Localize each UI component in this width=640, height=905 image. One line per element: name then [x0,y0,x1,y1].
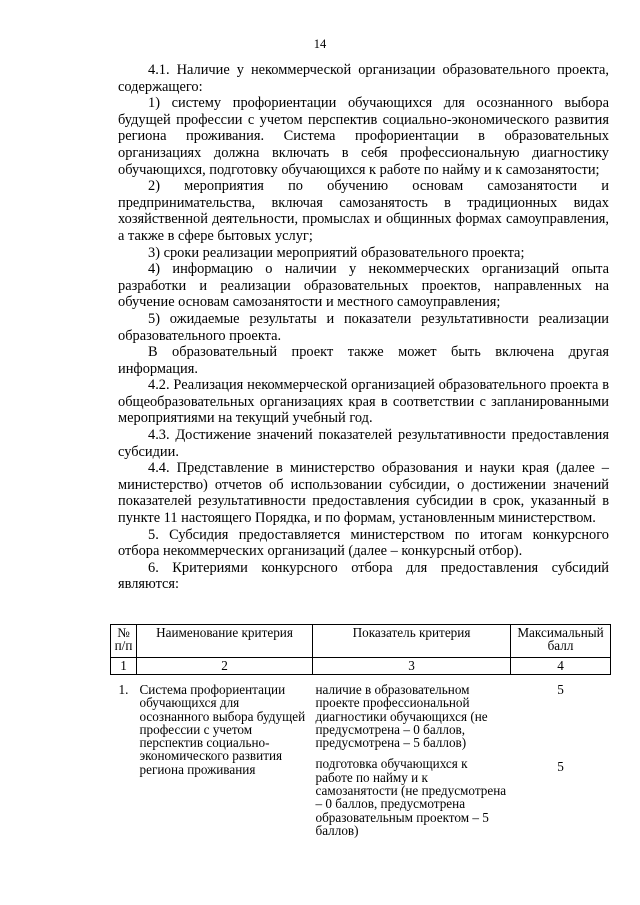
page-number: 14 [313,37,327,51]
paragraph-6: 6. Критериями конкурсного отбора для предоставления субсидий являются: [118,559,609,593]
paragraph-item-1: 1) систему профориентации обучающихся для осознанного выбора будущей профессии с учетом перспектив социально-экономического развития региона проживания. Система профориентации в образовательных организациях должна включать в себя профессиональную диагностику обучающихся, подготовку обучающихся к работе по найму и к самозанятости; [118,95,609,178]
paragraph-5: 5. Субсидия предоставляется министерством по итогам конкурсного отбора некоммерческих организаций (далее – конкурсный отбор). [118,526,609,560]
body-text [118,62,609,593]
column-number: 2 [137,658,313,675]
indicator-text: наличие в образовательном проекте профессиональной диагностики обучающихся (не предусмотрена – 0 баллов, предусмотрена – 5 баллов) [315,682,488,751]
criterion-name: Система профориентации обучающихся для осознанного выбора будущей профессии с учетом перспектив социально-экономического развития региона проживания [139,682,306,777]
paragraph-item-3: 3) сроки реализации мероприятий образовательного проекта; [148,244,525,261]
score-spacer [514,696,608,760]
column-number: 1 [111,658,137,675]
table-column-numbers-row [111,658,611,675]
header-criterion: Наименование критерия [137,625,313,658]
paragraph-item-4: 4) информацию о наличии у некоммерческих организаций опыта разработки и реализации образовательных проектов, направленных на обучение основам самозанятости и местного самоуправления; [118,261,609,311]
max-score: 5 [557,759,564,775]
paragraph-item-5: 5) ожидаемые результаты и показатели результативности реализации образовательного проекта. [118,310,609,344]
header-indicator: Показатель критерия [313,625,511,658]
row-number: 1. [118,682,129,697]
paragraph-4-2: 4.2. Реализация некоммерческой организацией образовательного проекта в общеобразовательных организациях края в соответствии с запланированными мероприятиями на текущий учебный год. [118,377,609,427]
paragraph-item-2: 2) мероприятия по обучению основам самозанятости и предпринимательства, включая самозанятость в традиционных видах хозяйственной деятельности, промыслах и общинных формах самоуправления, а также в сфере бытовых услуг; [118,178,609,244]
paragraph-4-4: 4.4. Представление в министерство образования и науки края (далее – министерство) отчетов об использовании субсидии, о достижении значений показателей результативности предоставления субсидии в срок, указанный в пункте 11 настоящего Порядка, и по формам, установленным министерством. [118,460,609,527]
indicator-cell [313,683,511,845]
header-number: № п/п [111,625,137,658]
indicator-text: подготовка обучающихся к работе по найму и к самозанятости (не предусмотрена – 0 баллов, предусмотрена образовательным проектом – 5 баллов) [315,756,507,838]
column-number: 4 [511,658,611,675]
column-number: 3 [313,658,511,675]
table-row [111,683,611,845]
header-max-score: Максимальный балл [511,625,611,658]
paragraph-4-3: 4.3. Достижение значений показателей результативности предоставления субсидии. [118,427,609,460]
max-score: 5 [557,682,564,697]
paragraph-4-1: 4.1. Наличие у некоммерческой организации образовательного проекта, содержащего: [118,62,609,95]
criteria-table [110,624,611,845]
paragraph-other-info: В образовательный проект также может быть включена другая информация. [118,344,609,377]
score-cell [511,683,611,845]
table-header-row [111,625,611,658]
